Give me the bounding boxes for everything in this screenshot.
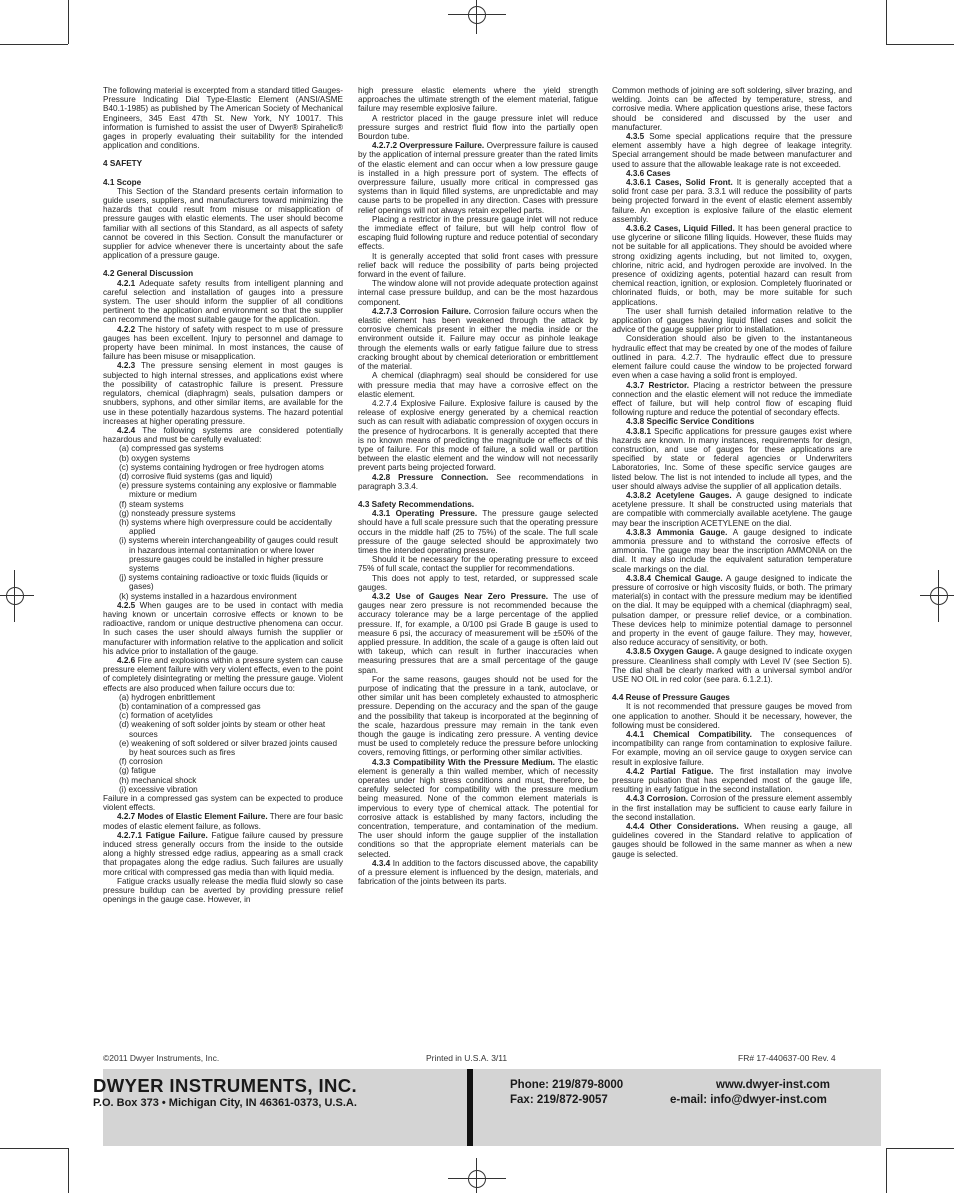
paragraph-heading: 4.2.8 Pressure Connection. <box>372 472 489 482</box>
paragraph <box>358 114 598 142</box>
crop-mark <box>886 1148 954 1149</box>
fax-number: Fax: 219/872-9057 <box>510 1094 608 1106</box>
paragraph-heading: 4.3.8.4 Chemical Gauge. <box>626 573 723 583</box>
paragraph <box>612 334 852 380</box>
paragraph-heading: 4.3.8.3 Ammonia Gauge. <box>626 527 728 537</box>
list-item: (c) systems containing hydrogen or free hydrogen atoms <box>119 462 324 472</box>
crop-mark <box>68 1148 69 1193</box>
paragraph <box>612 381 852 418</box>
paragraph-text: Corrosion failure occurs when the elastic element has been weakened through the attack by corrosive chemicals present in either the media inside or the environment outside it. Failure may occur as pinhole leakage through the elements walls or early fatigue failure due to stress cracking brought about by chemical deterioration or embrittlement of the material. <box>358 306 598 372</box>
paragraph <box>358 215 598 252</box>
paragraph <box>103 656 343 693</box>
paragraph <box>103 325 343 362</box>
paragraph-text: In addition to the factors discussed above, the capability of a pressure element is influenced by the design, materials, and fabrication of the joints between its parts. <box>358 858 598 887</box>
paragraph <box>612 822 852 859</box>
paragraph <box>612 132 852 169</box>
paragraph <box>358 86 598 114</box>
paragraph-heading: 4.2.7.2 Overpressure Failure. <box>372 141 485 151</box>
paragraph-heading: 4.3.6.1 Cases, Solid Front. <box>626 178 733 188</box>
list-item: (b) oxygen systems <box>119 453 190 463</box>
paragraph-text: The first installation may involve pressure pulsation that has expended most of the gauge life, resulting in early fatigue in the second installation. <box>612 766 852 795</box>
banner-divider <box>467 1069 473 1146</box>
paragraph <box>612 647 852 684</box>
paragraph <box>103 426 343 444</box>
crop-mark <box>0 1148 68 1149</box>
registration-mark-bottom <box>448 1178 506 1179</box>
paragraph <box>612 224 852 307</box>
crop-mark <box>68 0 69 44</box>
paragraph <box>612 794 852 822</box>
company-address: P.O. Box 373 • Michigan City, IN 46361-0373, U.S.A. <box>93 1097 357 1109</box>
paragraph <box>358 307 598 371</box>
paragraph-text: Fatigue cracks usually release the media fluid slowly so case pressure buildup can be averted by providing pressure relief openings in the gauge case. However, in <box>103 876 343 905</box>
paragraph-text: A restrictor placed in the gauge pressure inlet will reduce pressure surges and restrict fluid flow into the partially open Bourdon tube. <box>358 113 598 142</box>
paragraph-text: The user shall furnish detailed information relative to the application of gauges having liquid filled cases and solicit the advice of the gauge supplier prior to installation. <box>612 306 852 335</box>
company-name: DWYER INSTRUMENTS, INC. <box>93 1075 358 1096</box>
list-item: (a) compressed gas systems <box>119 444 224 454</box>
list-item: (k) systems installed in a hazardous environment <box>119 591 297 601</box>
paragraph-heading: 4.3.8 Specific Service Conditions <box>626 417 755 427</box>
copyright-line: ©2011 Dwyer Instruments, Inc. <box>103 1053 220 1063</box>
paragraph-text: The use of gauges near zero pressure is not recommended because the accuracy tolerance may be a large percentage of the applied pressure. If, for example, a 0/100 psi Grade B gauge is used to measure 6 psi, the accuracy of measurement will be ±50% of the applied pressure. In addition, the scale of a gauge is often laid out with takeup, which can result in further inaccuracies when measuring pressures that are a small percentage of the gauge span. <box>358 591 598 675</box>
paragraph-heading: 4.3.4 <box>372 858 391 868</box>
paragraph <box>612 417 852 426</box>
list-item: (f) steam systems <box>119 499 184 509</box>
company-banner <box>93 1069 881 1146</box>
paragraph-text: 4.2.7.4 Explosive Failure. Explosive failure is caused by the release of explosive energy generated by a chemical reaction such as can result with adiabatic compression of oxygen occurs in the presence of hydrocarbons. It is generally accepted that there is no known means of predicting the magnitude or effects of this type of failure. For this mode of failure, a solid wall or partition between the elastic element and the window will not necessarily prevent parts being projected forward. <box>358 398 598 473</box>
paragraph-text: This Section of the Standard presents certain information to guide users, suppliers, and manufacturers toward minimizing the hazards that could result from misuse or misapplication of pressure gauges with elastic elements. The user should become familiar with all sections of this Standard, as all aspects of safety cannot be covered in this Section. Consult the manufacturer or supplier for advice whenever there is uncertainty about the safe application of a pressure gauge. <box>103 186 343 261</box>
list-item: (f) corrosion <box>119 757 163 767</box>
registration-mark-bottom <box>476 1158 477 1193</box>
registration-mark-top <box>476 0 477 34</box>
paragraph-heading: 4.3.1 Operating Pressure. <box>372 509 478 519</box>
paragraph-heading: 4.2.7.3 Corrosion Failure. <box>372 306 471 316</box>
paragraph-text: The window alone will not provide adequate protection against internal case pressure buildup, and can be the most hazardous component. <box>358 279 598 307</box>
crop-mark <box>886 0 887 44</box>
crop-mark <box>0 44 68 45</box>
paragraph <box>612 178 852 224</box>
paragraph <box>103 187 343 261</box>
paragraph-text: There are four basic modes of elastic element failure, as follows. <box>103 812 344 831</box>
paragraph <box>612 574 852 648</box>
paragraph <box>612 491 852 528</box>
paragraph-heading: 4.2.7.1 Fatigue Failure. <box>117 830 208 840</box>
list-item: (g) nonsteady pressure systems <box>119 508 236 518</box>
list-item: (h) systems where high overpressure could be accidentally applied <box>119 517 332 537</box>
paragraph <box>358 371 598 399</box>
paragraph-text: Placing a restrictor in the pressure gauge inlet will not reduce the immediate effect of failure, but will help control flow of escaping fluid following rupture and reduce potential of secondary effects. <box>358 214 598 252</box>
paragraph-text: A gauge designed to indicate the pressure of corrosive or high viscosity fluids, or both. The primary material(s) in contact with the pressure medium may be identified on the dial. It may be equipped with a chemical (diaphragm) seal, pulsation damper, or pressure relief device, or a combination. These devices help to minimize potential damage to personnel and property in the event of gauge failure. They may, however, also reduce accuracy of sensitivity, or both. <box>612 573 852 648</box>
paragraph-text: Overpressure failure is caused by the application of internal pressure greater than the rated limits of the elastic element and can occur when a low pressure gauge is installed in a high pressure port of system. The effects of overpressure failure, usually more critical in compressed gas systems than in liquid filled systems, are unpredictable and may cause parts to be propelled in any direction. Cases with pressure relief openings will not always retain expelled parts. <box>358 141 598 215</box>
paragraph-text: A chemical (diaphragm) seal should be considered for use with pressure media that may have a corrosive effect on the elastic element. <box>358 371 598 399</box>
section-heading: 4.4 Reuse of Pressure Gauges <box>612 693 730 703</box>
paragraph-heading: 4.4.1 Chemical Compatibility. <box>626 730 752 740</box>
paragraph-heading: 4.2.3 <box>117 361 136 371</box>
list-item: (e) pressure systems containing any explosive or flammable mixture or medium <box>119 481 337 500</box>
list-item: (j) systems containing radioactive or toxic fluids (liquids or gases) <box>119 573 328 592</box>
paragraph-text: It has been general practice to use glycerine or silicone filling liquids. However, these fluids may not be suitable for all applications. They should be avoided where strong oxidizing agents including, but not limited to, oxygen, chlorine, nitric acid, and hydrogen peroxide are involved. In the presence of oxidizing agents, potential hazard can result from chemical reaction, ignition, or explosion. Completely fluorinated or chlorinated fluids, or both, may be more suitable for such applications. <box>612 224 852 307</box>
paragraph <box>103 86 343 150</box>
paragraph <box>103 361 343 425</box>
paragraph-text: Some special applications require that the pressure element assembly have a high degree of leakage integrity. Special arrangement should be made between manufacturer and used to assure that the allowable leakage rate is not exceeded. <box>612 132 852 169</box>
paragraph-heading: 4.4.3 Corrosion. <box>626 794 689 804</box>
paragraph-text: A gauge designed to indicate oxygen pressure. Cleanliness shall comply with Level IV (see Section 5). The dial shall be clearly marked with a universal symbol and/or USE NO OIL in red color (see para. 6.1.2.1). <box>612 647 853 684</box>
paragraph-text: Failure in a compressed gas system can be expected to produce violent effects. <box>103 794 343 813</box>
paragraph-heading: 4.2.5 <box>117 600 136 610</box>
paragraph-text: The history of safety with respect to m use of pressure gauges has been excellent. Injury to personnel and damage to property have been minimal. In most instances, the cause of failure has been misuse or misapplication. <box>103 324 343 362</box>
list-item: (h) mechanical shock <box>119 775 197 785</box>
paragraph-text: Placing a restrictor between the pressure connection and the elastic element will not reduce the immediate effect of failure, but will help control flow of escaping fluid following rupture and reduce the potential of secondary effects. <box>612 380 853 418</box>
paragraph-text: For the same reasons, gauges should not be used for the purpose of indicating that the pressure in a tank, autoclave, or other similar unit has been completely exhausted to atmospheric pressure. Depending on the accuracy and the span of the gauge and the possibility that takeup is incorporated at the beginning of the scale, hazardous pressure may remain in the tank even though the gauge is indicating zero pressure. A venting device must be used to completely reduce the pressure before unlocking covers, removing fittings, or performing other similar activities. <box>358 674 598 758</box>
paragraph-heading: 4.4.2 Partial Fatigue. <box>626 766 714 776</box>
paragraph-text: Fatigue failure caused by pressure induced stress generally occurs from the inside to the outside along a highly stressed edge radius, appearing as a small crack that propagates along the edge radius. Such failures are usually more critical with compressed gas media than with liquid media. <box>103 830 343 877</box>
paragraph <box>612 169 852 178</box>
list-item: (g) fatigue <box>119 766 156 776</box>
paragraph <box>358 473 598 491</box>
list-item: (d) weakening of soft solder joints by steam or other heat sources <box>119 720 326 739</box>
registration-mark-left <box>0 595 34 596</box>
paragraph-text: A gauge designed to indicate acetylene pressure. It shall be constructed using materials that are compatible with commercially available acetylene. The gauge may bear the inscription ACETYLENE on the dial. <box>612 490 853 528</box>
paragraph <box>358 574 598 592</box>
hazard-list <box>103 444 343 600</box>
registration-mark-right <box>920 595 954 596</box>
paragraph-text: When gauges are to be used in contact with media having known or uncertain corrosive effects or known to be radioactive, random or unique destructive phenomena can occur. In such cases the user should always furnish the supplier or manufacturer with information relative to the application and solicit his advice prior to installation of the gauge. <box>103 600 343 656</box>
paragraph <box>358 252 598 280</box>
crop-mark <box>886 1148 887 1193</box>
paragraph-text: The following systems are considered potentially hazardous and must be carefully evaluated: <box>103 425 343 445</box>
paragraph-text: The elastic element is generally a thin walled member, which of necessity operates under high stress conditions and must, therefore, be carefully selected for compatibility with the pressure medium being measured. None of the common element materials is impervious to every type of chemical attack. The potential for corrosive attack is established by many factors, including the concentration, temperature, and contamination of the medium. The user should inform the gauge supplier of the installation conditions so that the appropriate element materials can be selected. <box>358 757 598 859</box>
paragraph-text: The pressure gauge selected should have a full scale pressure such that the operating pressure occurs in the middle half (25 to 75%) of the scale. The full scale pressure of the gauge selected should be approximately two times the intended operating pressure. <box>358 509 598 555</box>
paragraph-heading: 4.2.1 <box>117 278 136 288</box>
paragraph-heading: 4.4.4 Other Considerations. <box>626 822 739 832</box>
paragraph <box>612 86 852 132</box>
paragraph <box>103 877 343 905</box>
email-link[interactable]: e-mail: info@dwyer-inst.com <box>670 1094 827 1106</box>
registration-mark-top <box>468 6 486 24</box>
paragraph <box>103 794 343 812</box>
paragraph-heading: 4.3.8.2 Acetylene Gauges. <box>626 490 732 500</box>
phone-number: Phone: 219/879-8000 <box>510 1079 624 1091</box>
registration-mark-right <box>930 587 948 605</box>
paragraph <box>612 767 852 795</box>
paragraph-text: Adequate safety results from intelligent planning and careful selection and installation of gauges into a pressure system. The user should inform the supplier of all conditions pertinent to the application and environment so that the supplier can recommend the most suitable gauge for the application. <box>103 278 343 325</box>
paragraph <box>612 307 852 335</box>
paragraph-heading: 4.3.2 Use of Gauges Near Zero Pressure. <box>372 591 549 601</box>
paragraph <box>358 279 598 307</box>
paragraph-heading: 4.3.3 Compatibility With the Pressure Medium. <box>372 757 555 767</box>
section-heading: 4.1 Scope <box>103 177 142 187</box>
paragraph-text: It is generally accepted that a solid front case per para. 3.3.1 will reduce the possibility of parts being projected forward in the event of elastic element assembly failure. An exception is explosive failure of the elastic element assembly. <box>612 178 852 224</box>
paragraph-text: A gauge designed to indicate ammonia pressure and to withstand the corrosive effects of ammonia. The gauge may bear the inscription AMMONIA on the dial. It may also include the equivalent saturation temperature scale markings on the dial. <box>612 527 852 574</box>
paragraph <box>103 279 343 325</box>
paragraph <box>612 427 852 491</box>
paragraph-text: Consideration should also be given to the instantaneous hydraulic effect that may be created by one of the modes of failure outlined in para. 4.2.7. The hydraulic effect due to pressure element failure could cause the window to be projected forward even when a case having a solid front is employed. <box>612 334 852 381</box>
paragraph <box>103 831 343 877</box>
paragraph-text: This does not apply to test, retarded, or suppressed scale gauges. <box>358 573 598 592</box>
paragraph <box>612 730 852 767</box>
list-item: (b) contamination of a compressed gas <box>119 702 261 711</box>
paragraph-text: high pressure elastic elements where the yield strength approaches the ultimate strength of the element material, fatigue failure may resemble explosive failure. <box>358 86 598 114</box>
printed-line: Printed in U.S.A. 3/11 <box>426 1053 508 1063</box>
paragraph-heading: 4.2.7 Modes of Elastic Element Failure. <box>117 812 268 822</box>
text-column-left <box>103 86 343 904</box>
paragraph <box>358 509 598 555</box>
paragraph <box>612 528 852 574</box>
paragraph-text: See recommendations in paragraph 3.3.4. <box>358 472 598 491</box>
list-item: (d) corrosive fluid systems (gas and liquid) <box>119 471 273 481</box>
list-item: (i) excessive vibration <box>119 784 198 794</box>
paragraph-text: The pressure sensing element in most gauges is subjected to high internal stresses, and applications exist where the possibility of catastrophic failure is present. Pressure regulators, chemical (diaphragm) seals, pulsation dampers or snubbers, syphons, and other similar items, are available for the use in these potentially hazardous systems. The hazard potential increases at higher operating pressure. <box>103 361 343 426</box>
paragraph-heading: 4.3.6 Cases <box>626 168 671 178</box>
website-link[interactable]: www.dwyer-inst.com <box>716 1079 830 1091</box>
paragraph <box>358 592 598 675</box>
list-item: (c) formation of acetylides <box>119 711 213 721</box>
paragraph <box>358 859 598 887</box>
section-heading: 4.3 Safety Recommendations. <box>358 499 475 509</box>
paragraph-text: Common methods of joining are soft soldering, silver brazing, and welding. Joints can be affected by temperature, stress, and corrosive media. Where application questions arise, these factors should be considered and discussed by the user and manufacturer. <box>612 86 852 132</box>
paragraph-text: The following material is excerpted from a standard titled Gauges-Pressure Indicating Dial Type-Elastic Element (ANSI/ASME B40.1-1985) as published by The American Society of Mechanical Engineers, 345 East 47th St. New York, NY 10017. This information is furnished to assist the user of Dwyer® Spirahelic® gages in properly evaluating their suitability for the intended application and conditions. <box>103 86 343 151</box>
paragraph-heading: 4.3.8.5 Oxygen Gauge. <box>626 647 715 657</box>
paragraph-text: Fire and explosions within a pressure system can cause pressure element failure with very violent effects, even to the point of completely disintegrating or melting the pressure gauge. Violent effects are also produced when failure occurs due to: <box>103 655 343 693</box>
paragraph-text: Specific applications for pressure gauges exist where hazards are known. In many instances, requirements for design, construction, and use of gauges for these applications are specified by state or federal agencies or Underwriters Laboratories, Inc. Some of these specific service gauges are listed below. The list is not intended to include all types, and the user should always advise the supplier of all application details. <box>612 426 852 491</box>
paragraph <box>358 399 598 473</box>
paragraph-heading: 4.2.4 <box>117 425 136 435</box>
registration-mark-right <box>938 570 939 622</box>
paragraph-heading: 4.3.7 Restrictor. <box>626 380 689 390</box>
registration-mark-bottom <box>468 1170 486 1188</box>
text-column-middle <box>358 86 598 886</box>
paragraph-heading: 4.3.8.1 <box>626 426 652 436</box>
paragraph-text: It is not recommended that pressure gauges be moved from one application to another. Should it be necessary, however, the following must be considered. <box>612 702 852 730</box>
paragraph-heading: 4.2.6 <box>117 655 136 665</box>
section-heading: 4 SAFETY <box>103 159 143 169</box>
list-item: (i) systems wherein interchangeability of gauges could result in hazardous internal contamination or where lower pressure gauges could be installed in higher pressure systems <box>119 536 338 573</box>
paragraph <box>103 601 343 656</box>
paragraph-text: Corrosion of the pressure element assembly in the first installation may be sufficient to cause early failure in the second installation. <box>612 794 852 822</box>
paragraph-heading: 4.3.5 <box>626 132 645 142</box>
paragraph <box>358 141 598 215</box>
section-heading: 4.2 General Discussion <box>103 269 194 279</box>
text-column-right <box>612 86 852 859</box>
paragraph <box>612 702 852 730</box>
registration-mark-left <box>14 570 15 622</box>
paragraph-heading: 4.2.2 <box>117 324 136 334</box>
hazard-list <box>103 693 343 794</box>
paragraph <box>358 555 598 573</box>
form-number: FR# 17-440637-00 Rev. 4 <box>738 1053 836 1063</box>
paragraph-text: It is generally accepted that solid front cases with pressure relief back will reduce the possibility of parts being projected forward in the event of failure. <box>358 251 598 280</box>
list-item: (e) weakening of soft soldered or silver brazed joints caused by heat sources such as fires <box>119 738 337 758</box>
registration-mark-top <box>448 14 506 15</box>
paragraph-text: The consequences of incompatibility can range from contamination to explosive failure. For example, moving an oil service gauge to oxygen service can result in explosive failure. <box>612 730 852 767</box>
paragraph-text: When reusing a gauge, all guidelines covered in the Standard relative to application of gauges should be followed in the same manner as when a new gauge is selected. <box>612 822 853 859</box>
crop-mark <box>886 44 954 45</box>
paragraph-heading: 4.3.6.2 Cases, Liquid Filled. <box>626 224 735 234</box>
paragraph-text: Should it be necessary for the operating pressure to exceed 75% of full scale, contact the supplier for recommendations. <box>358 555 598 574</box>
registration-mark-left <box>6 587 24 605</box>
list-item: (a) hydrogen enbrittlement <box>119 692 216 702</box>
paragraph <box>358 758 598 859</box>
paragraph <box>358 675 598 758</box>
paragraph <box>103 812 343 830</box>
